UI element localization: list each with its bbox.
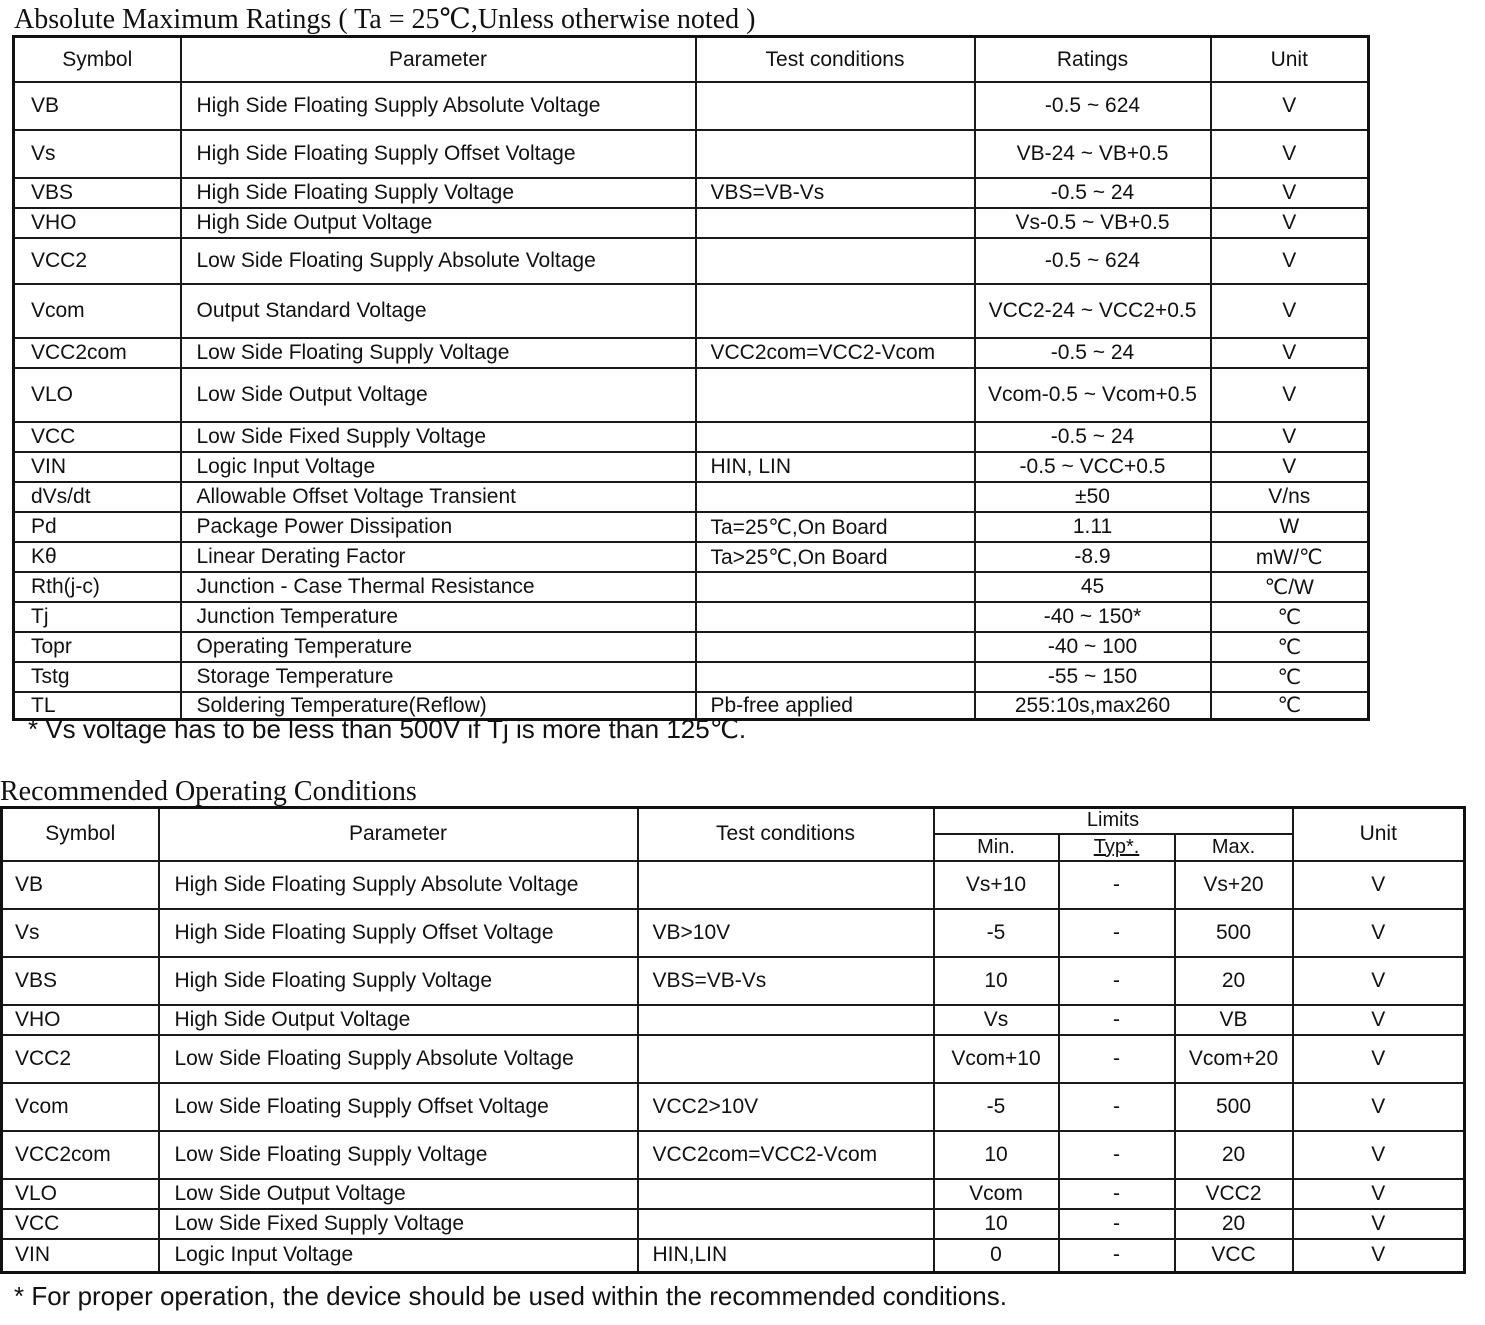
cell-symbol: VLO — [14, 368, 181, 422]
cell-unit: V — [1211, 452, 1369, 482]
cell-ratings: 1.11 — [975, 512, 1211, 542]
cell-parameter: High Side Floating Supply Absolute Voltage — [159, 861, 638, 909]
cell-unit: V — [1211, 238, 1369, 284]
abs-max-row — [14, 368, 1369, 422]
rec-op-row — [2, 1131, 1465, 1179]
cell-symbol: Vs — [2, 909, 159, 957]
cell-ratings: -0.5 ~ 24 — [975, 422, 1211, 452]
cell-ratings: -0.5 ~ 24 — [975, 178, 1211, 208]
col-symbol-header: Symbol — [14, 37, 181, 83]
cell-symbol: Rth(j-c) — [14, 572, 181, 602]
cell-unit: V — [1211, 338, 1369, 368]
cell-conditions — [696, 238, 975, 284]
abs-max-row — [14, 512, 1369, 542]
cell-ratings: -55 ~ 150 — [975, 662, 1211, 692]
cell-min: -5 — [934, 1083, 1059, 1131]
cell-conditions — [638, 1005, 934, 1035]
rec-op-row — [2, 1035, 1465, 1083]
cell-typ: - — [1059, 1035, 1175, 1083]
col-ratings-header: Ratings — [975, 37, 1211, 83]
cell-conditions — [638, 1209, 934, 1239]
cell-symbol: VCC — [2, 1209, 159, 1239]
cell-max: Vcom+20 — [1175, 1035, 1293, 1083]
cell-parameter: High Side Floating Supply Voltage — [159, 957, 638, 1005]
cell-parameter: Package Power Dissipation — [181, 512, 696, 542]
rec-op-row — [2, 957, 1465, 1005]
cell-ratings: 255:10s,max260 — [975, 692, 1211, 720]
cell-min: 10 — [934, 957, 1059, 1005]
cell-typ: - — [1059, 957, 1175, 1005]
cell-conditions — [638, 861, 934, 909]
cell-parameter: Low Side Floating Supply Absolute Voltage — [181, 238, 696, 284]
cell-conditions: VCC2com=VCC2-Vcom — [696, 338, 975, 368]
abs-max-row — [14, 542, 1369, 572]
cell-ratings: -0.5 ~ 624 — [975, 238, 1211, 284]
cell-parameter: Low Side Floating Supply Voltage — [159, 1131, 638, 1179]
cell-symbol: Pd — [14, 512, 181, 542]
cell-parameter: High Side Floating Supply Offset Voltage — [159, 909, 638, 957]
cell-parameter: Junction Temperature — [181, 602, 696, 632]
cell-min: 0 — [934, 1239, 1059, 1273]
cell-max: 500 — [1175, 1083, 1293, 1131]
cell-unit: V — [1211, 284, 1369, 338]
cell-conditions — [696, 572, 975, 602]
cell-parameter: Soldering Temperature(Reflow) — [181, 692, 696, 720]
cell-symbol: Vs — [14, 130, 181, 178]
cell-symbol: VIN — [14, 452, 181, 482]
cell-ratings: VCC2-24 ~ VCC2+0.5 — [975, 284, 1211, 338]
cell-unit: V — [1293, 1035, 1465, 1083]
cell-conditions: Ta=25℃,On Board — [696, 512, 975, 542]
cell-parameter: Junction - Case Thermal Resistance — [181, 572, 696, 602]
cell-symbol: VB — [14, 82, 181, 130]
cell-unit: mW/℃ — [1211, 542, 1369, 572]
cell-ratings: -0.5 ~ 24 — [975, 338, 1211, 368]
cell-conditions — [638, 1179, 934, 1209]
col-unit-header: Unit — [1211, 37, 1369, 83]
cell-unit: V — [1211, 422, 1369, 452]
cell-symbol: Vcom — [2, 1083, 159, 1131]
col-unit-header: Unit — [1293, 808, 1465, 861]
cell-parameter: Low Side Floating Supply Absolute Voltage — [159, 1035, 638, 1083]
cell-max: VCC — [1175, 1239, 1293, 1273]
cell-unit: V — [1293, 957, 1465, 1005]
cell-unit: V — [1293, 1005, 1465, 1035]
cell-typ: - — [1059, 909, 1175, 957]
cell-ratings: 45 — [975, 572, 1211, 602]
cell-unit: V — [1293, 1131, 1465, 1179]
cell-unit: V — [1211, 208, 1369, 238]
cell-unit: V — [1293, 909, 1465, 957]
cell-symbol: VCC2com — [2, 1131, 159, 1179]
cell-parameter: Low Side Fixed Supply Voltage — [181, 422, 696, 452]
abs-max-row — [14, 602, 1369, 632]
cell-unit: V — [1293, 1209, 1465, 1239]
rec-op-note: * For proper operation, the device should be used within the recommended conditions. — [14, 1281, 1007, 1311]
cell-symbol: VHO — [2, 1005, 159, 1035]
cell-ratings: -40 ~ 150* — [975, 602, 1211, 632]
col-test-conditions-header: Test conditions — [696, 37, 975, 83]
rec-op-row — [2, 1239, 1465, 1273]
abs-max-row — [14, 422, 1369, 452]
abs-max-row — [14, 208, 1369, 238]
cell-min: 10 — [934, 1131, 1059, 1179]
cell-parameter: Low Side Output Voltage — [159, 1179, 638, 1209]
cell-unit: V — [1293, 1239, 1465, 1273]
cell-max: 20 — [1175, 1131, 1293, 1179]
cell-conditions — [638, 1035, 934, 1083]
cell-unit: V — [1293, 861, 1465, 909]
abs-max-row — [14, 662, 1369, 692]
abs-max-row — [14, 238, 1369, 284]
cell-max: VB — [1175, 1005, 1293, 1035]
cell-symbol: Kθ — [14, 542, 181, 572]
cell-ratings: -0.5 ~ 624 — [975, 82, 1211, 130]
rec-op-row — [2, 1005, 1465, 1035]
cell-parameter: Low Side Floating Supply Offset Voltage — [159, 1083, 638, 1131]
cell-symbol: Tj — [14, 602, 181, 632]
cell-parameter: Logic Input Voltage — [159, 1239, 638, 1273]
cell-unit: V — [1211, 130, 1369, 178]
cell-symbol: TL — [14, 692, 181, 720]
cell-conditions: VBS=VB-Vs — [638, 957, 934, 1005]
cell-parameter: High Side Output Voltage — [181, 208, 696, 238]
abs-max-row — [14, 82, 1369, 130]
cell-unit: ℃ — [1211, 632, 1369, 662]
cell-min: Vs — [934, 1005, 1059, 1035]
cell-max: 20 — [1175, 957, 1293, 1005]
col-symbol-header: Symbol — [2, 808, 159, 861]
col-parameter-header: Parameter — [159, 808, 638, 861]
cell-typ: - — [1059, 1239, 1175, 1273]
abs-max-row — [14, 338, 1369, 368]
cell-conditions: HIN, LIN — [696, 452, 975, 482]
cell-conditions: VCC2com=VCC2-Vcom — [638, 1131, 934, 1179]
abs-max-body — [14, 82, 1369, 720]
cell-min: Vcom+10 — [934, 1035, 1059, 1083]
cell-ratings: -0.5 ~ VCC+0.5 — [975, 452, 1211, 482]
col-parameter-header: Parameter — [181, 37, 696, 83]
cell-conditions — [696, 632, 975, 662]
abs-max-row — [14, 452, 1369, 482]
cell-unit: ℃ — [1211, 602, 1369, 632]
cell-parameter: Output Standard Voltage — [181, 284, 696, 338]
cell-conditions: HIN,LIN — [638, 1239, 934, 1273]
cell-min: 10 — [934, 1209, 1059, 1239]
cell-ratings: Vs-0.5 ~ VB+0.5 — [975, 208, 1211, 238]
cell-max: Vs+20 — [1175, 861, 1293, 909]
cell-conditions: VCC2>10V — [638, 1083, 934, 1131]
abs-max-header-row — [14, 37, 1369, 83]
cell-conditions: VBS=VB-Vs — [696, 178, 975, 208]
cell-conditions: Pb-free applied — [696, 692, 975, 720]
rec-op-row — [2, 1209, 1465, 1239]
cell-max: 500 — [1175, 909, 1293, 957]
cell-unit: V — [1211, 82, 1369, 130]
cell-conditions — [696, 422, 975, 452]
cell-symbol: VCC2com — [14, 338, 181, 368]
cell-parameter: Low Side Fixed Supply Voltage — [159, 1209, 638, 1239]
rec-op-table — [0, 806, 1466, 1274]
cell-unit: ℃/W — [1211, 572, 1369, 602]
cell-typ: - — [1059, 861, 1175, 909]
cell-symbol: VBS — [2, 957, 159, 1005]
cell-symbol: Vcom — [14, 284, 181, 338]
cell-symbol: dVs/dt — [14, 482, 181, 512]
cell-ratings: VB-24 ~ VB+0.5 — [975, 130, 1211, 178]
cell-min: Vs+10 — [934, 861, 1059, 909]
cell-symbol: Tstg — [14, 662, 181, 692]
cell-parameter: Linear Derating Factor — [181, 542, 696, 572]
col-min-header: Min. — [934, 834, 1059, 861]
cell-conditions — [696, 284, 975, 338]
col-typ-header — [1059, 834, 1175, 861]
cell-unit: W — [1211, 512, 1369, 542]
cell-unit: ℃ — [1211, 692, 1369, 720]
cell-typ: - — [1059, 1005, 1175, 1035]
abs-max-row — [14, 178, 1369, 208]
cell-parameter: High Side Floating Supply Offset Voltage — [181, 130, 696, 178]
cell-conditions — [696, 662, 975, 692]
cell-conditions — [696, 130, 975, 178]
cell-parameter: High Side Floating Supply Voltage — [181, 178, 696, 208]
cell-ratings: -8.9 — [975, 542, 1211, 572]
cell-typ: - — [1059, 1131, 1175, 1179]
cell-min: -5 — [934, 909, 1059, 957]
cell-typ: - — [1059, 1083, 1175, 1131]
rec-op-row — [2, 1179, 1465, 1209]
abs-max-note: * Vs voltage has to be less than 500V if Tj is more than 125℃. — [28, 714, 747, 744]
rec-op-row — [2, 1083, 1465, 1131]
cell-symbol: VBS — [14, 178, 181, 208]
cell-symbol: VB — [2, 861, 159, 909]
rec-op-title: Recommended Operating Conditions — [0, 776, 417, 807]
cell-unit: ℃ — [1211, 662, 1369, 692]
cell-unit: V/ns — [1211, 482, 1369, 512]
cell-parameter: Allowable Offset Voltage Transient — [181, 482, 696, 512]
typ-label: Typ*. — [1093, 835, 1140, 858]
cell-symbol: VCC — [14, 422, 181, 452]
cell-conditions — [696, 208, 975, 238]
cell-unit: V — [1293, 1083, 1465, 1131]
cell-parameter: Low Side Output Voltage — [181, 368, 696, 422]
cell-unit: V — [1211, 368, 1369, 422]
col-limits-header: Limits — [934, 808, 1293, 834]
abs-max-row — [14, 482, 1369, 512]
rec-op-row — [2, 861, 1465, 909]
cell-parameter: Storage Temperature — [181, 662, 696, 692]
cell-symbol: VCC2 — [14, 238, 181, 284]
cell-typ: - — [1059, 1209, 1175, 1239]
cell-typ: - — [1059, 1179, 1175, 1209]
cell-unit: V — [1211, 178, 1369, 208]
cell-conditions — [696, 368, 975, 422]
cell-conditions — [696, 82, 975, 130]
cell-symbol: Topr — [14, 632, 181, 662]
cell-symbol: VHO — [14, 208, 181, 238]
cell-max: 20 — [1175, 1209, 1293, 1239]
cell-conditions — [696, 482, 975, 512]
cell-unit: V — [1293, 1179, 1465, 1209]
cell-ratings: ±50 — [975, 482, 1211, 512]
cell-max: VCC2 — [1175, 1179, 1293, 1209]
abs-max-row — [14, 284, 1369, 338]
cell-symbol: VCC2 — [2, 1035, 159, 1083]
cell-min: Vcom — [934, 1179, 1059, 1209]
cell-conditions: VB>10V — [638, 909, 934, 957]
cell-parameter: Logic Input Voltage — [181, 452, 696, 482]
cell-ratings: Vcom-0.5 ~ Vcom+0.5 — [975, 368, 1211, 422]
cell-conditions: Ta>25℃,On Board — [696, 542, 975, 572]
cell-symbol: VIN — [2, 1239, 159, 1273]
cell-ratings: -40 ~ 100 — [975, 632, 1211, 662]
rec-op-body — [2, 861, 1465, 1273]
abs-max-row — [14, 632, 1369, 662]
cell-symbol: VLO — [2, 1179, 159, 1209]
cell-parameter: Low Side Floating Supply Voltage — [181, 338, 696, 368]
rec-op-row — [2, 909, 1465, 957]
cell-parameter: High Side Output Voltage — [159, 1005, 638, 1035]
abs-max-table — [12, 35, 1370, 721]
abs-max-row — [14, 130, 1369, 178]
cell-parameter: High Side Floating Supply Absolute Voltage — [181, 82, 696, 130]
abs-max-title: Absolute Maximum Ratings ( Ta = 25℃,Unless otherwise noted ) — [14, 4, 756, 35]
col-test-conditions-header: Test conditions — [638, 808, 934, 861]
col-max-header: Max. — [1175, 834, 1293, 861]
cell-parameter: Operating Temperature — [181, 632, 696, 662]
rec-op-header-row — [2, 808, 1465, 834]
abs-max-row — [14, 572, 1369, 602]
cell-conditions — [696, 602, 975, 632]
